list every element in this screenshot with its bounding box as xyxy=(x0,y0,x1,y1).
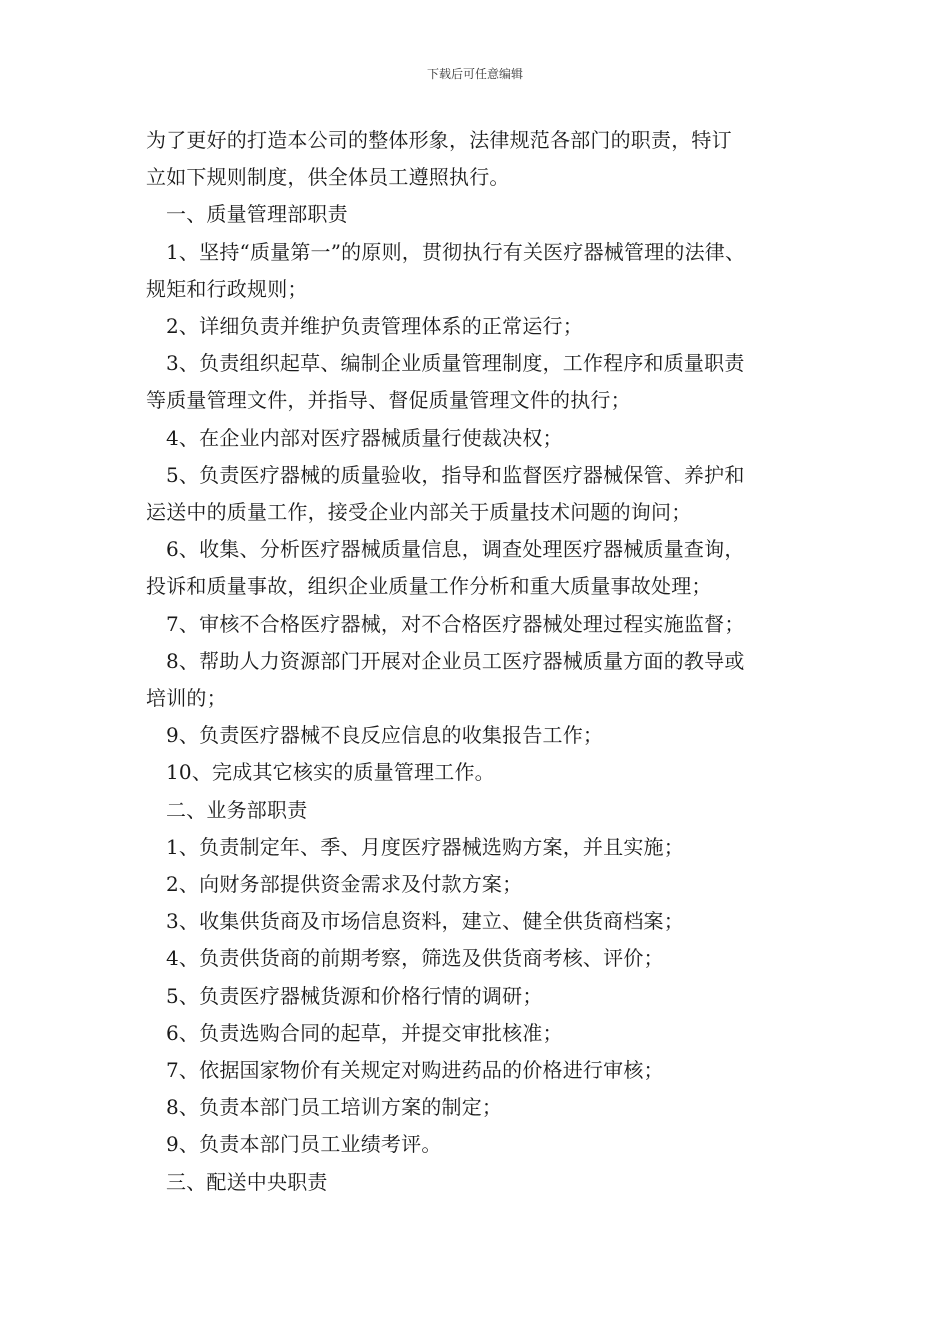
text-line: 7、依据国家物价有关规定对购进药品的价格进行审核； xyxy=(166,1058,664,1083)
text-line: 2、向财务部提供资金需求及付款方案； xyxy=(166,872,523,897)
text-line: 一、质量管理部职责 xyxy=(166,202,348,227)
text-line: 9、负责本部门员工业绩考评。 xyxy=(166,1132,442,1157)
text-line: 3、收集供货商及市场信息资料，建立、健全供货商档案； xyxy=(166,909,684,934)
text-line: 10、完成其它核实的质量管理工作。 xyxy=(166,760,495,785)
document-body xyxy=(146,122,826,1201)
text-line: 6、收集、分析医疗器械质量信息，调查处理医疗器械质量查询， xyxy=(166,537,745,562)
text-line: 5、负责医疗器械的质量验收，指导和监督医疗器械保管、养护和 xyxy=(166,462,745,487)
text-line: 培训的； xyxy=(146,686,227,711)
text-line: 投诉和质量事故，组织企业质量工作分析和重大质量事故处理； xyxy=(146,574,712,599)
text-line: 6、负责选购合同的起草，并提交审批核准； xyxy=(166,1020,563,1045)
text-line: 二、业务部职责 xyxy=(166,797,308,822)
text-line: 2、详细负责并维护负责管理体系的正常运行； xyxy=(166,314,583,339)
text-line: 为了更好的打造本公司的整体形象，法律规范各部门的职责，特订 xyxy=(146,128,732,152)
text-line: 4、负责供货商的前期考察，筛选及供货商考核、评价； xyxy=(166,946,664,971)
text-line: 7、审核不合格医疗器械，对不合格医疗器械处理过程实施监督； xyxy=(166,611,745,636)
text-line: 运送中的质量工作，接受企业内部关于质量技术问题的询问； xyxy=(146,500,692,525)
text-line: 立如下规则制度，供全体员工遵照执行。 xyxy=(146,165,510,190)
text-line: 5、负责医疗器械货源和价格行情的调研； xyxy=(166,983,543,1008)
text-line: 9、负责医疗器械不良反应信息的收集报告工作； xyxy=(166,723,604,748)
text-line: 4、在企业内部对医疗器械质量行使裁决权； xyxy=(166,425,563,450)
text-line: 规矩和行政规则； xyxy=(146,276,308,301)
page-header: 下载后可任意编辑 xyxy=(426,67,523,81)
text-line: 8、帮助人力资源部门开展对企业员工医疗器械质量方面的教导或 xyxy=(166,648,745,673)
text-line: 3、负责组织起草、编制企业质量管理制度，工作程序和质量职责 xyxy=(166,351,745,376)
text-line: 等质量管理文件，并指导、督促质量管理文件的执行； xyxy=(146,388,631,413)
text-line: 三、配送中央职责 xyxy=(166,1169,328,1194)
text-line: 1、坚持“质量第一”的原则，贯彻执行有关医疗器械管理的法律、 xyxy=(166,239,746,264)
text-line: 8、负责本部门员工培训方案的制定； xyxy=(166,1095,503,1120)
text-line: 1、负责制定年、季、月度医疗器械选购方案，并且实施； xyxy=(166,834,684,859)
